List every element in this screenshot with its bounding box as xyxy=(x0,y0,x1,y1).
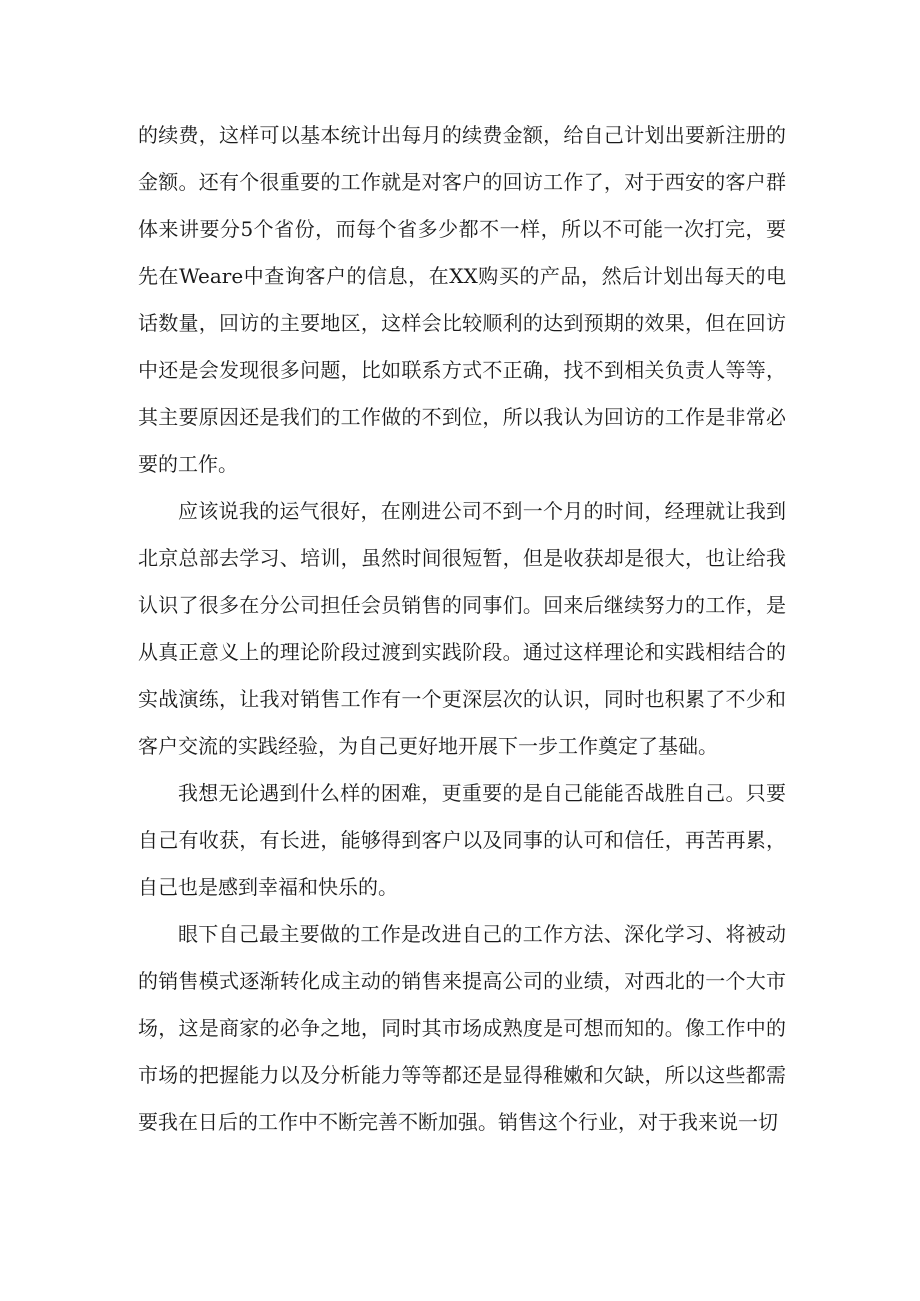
paragraph-continued: 的续费，这样可以基本统计出每月的续费金额，给自己计划出要新注册的金额。还有个很重要的工作就是对客户的回访工作了，对于西安的客户群体来讲要分5个省份，而每个省多少都不一样，所以不可能一次打完，要先在Weare中查询客户的信息，在XX购买的产品，然后计划出每天的电话数量，回访的主要地区，这样会比较顺利的达到预期的效果，但在回访中还是会发现很多问题，比如联系方式不正确，找不到相关负责人等等，其主要原因还是我们的工作做的不到位，所以我认为回访的工作是非常必要的工作。 xyxy=(138,123,786,476)
paragraph-training: 应该说我的运气很好，在刚进公司不到一个月的时间，经理就让我到北京总部去学习、培训，虽然时间很短暂，但是收获却是很大，也让给我认识了很多在分公司担任会员销售的同事们。回来后继续努力的工作，是从真正意义上的理论阶段过渡到实践阶段。通过这样理论和实践相结合的实战演练，让我对销售工作有一个更深层次的认识，同时也积累了不少和客户交流的实践经验，为自己更好地开展下一步工作奠定了基础。 xyxy=(138,499,786,758)
document-body xyxy=(138,112,786,1146)
paragraph-current-work: 眼下自己最主要做的工作是改进自己的工作方法、深化学习、将被动的销售模式逐渐转化成主动的销售来提高公司的业绩，对西北的一个大市场，这是商家的必争之地，同时其市场成熟度是可想而知的。像工作中的市场的把握能力以及分析能力等等都还是显得稚嫩和欠缺，所以这些都需要我在日后的工作中不断完善不断加强。销售这个行业，对于我来说一切 xyxy=(138,922,786,1134)
paragraph-difficulty: 我想无论遇到什么样的困难，更重要的是自己能能否战胜自己。只要自己有收获，有长进，能够得到客户以及同事的认可和信任，再苦再累，自己也是感到幸福和快乐的。 xyxy=(138,781,786,899)
